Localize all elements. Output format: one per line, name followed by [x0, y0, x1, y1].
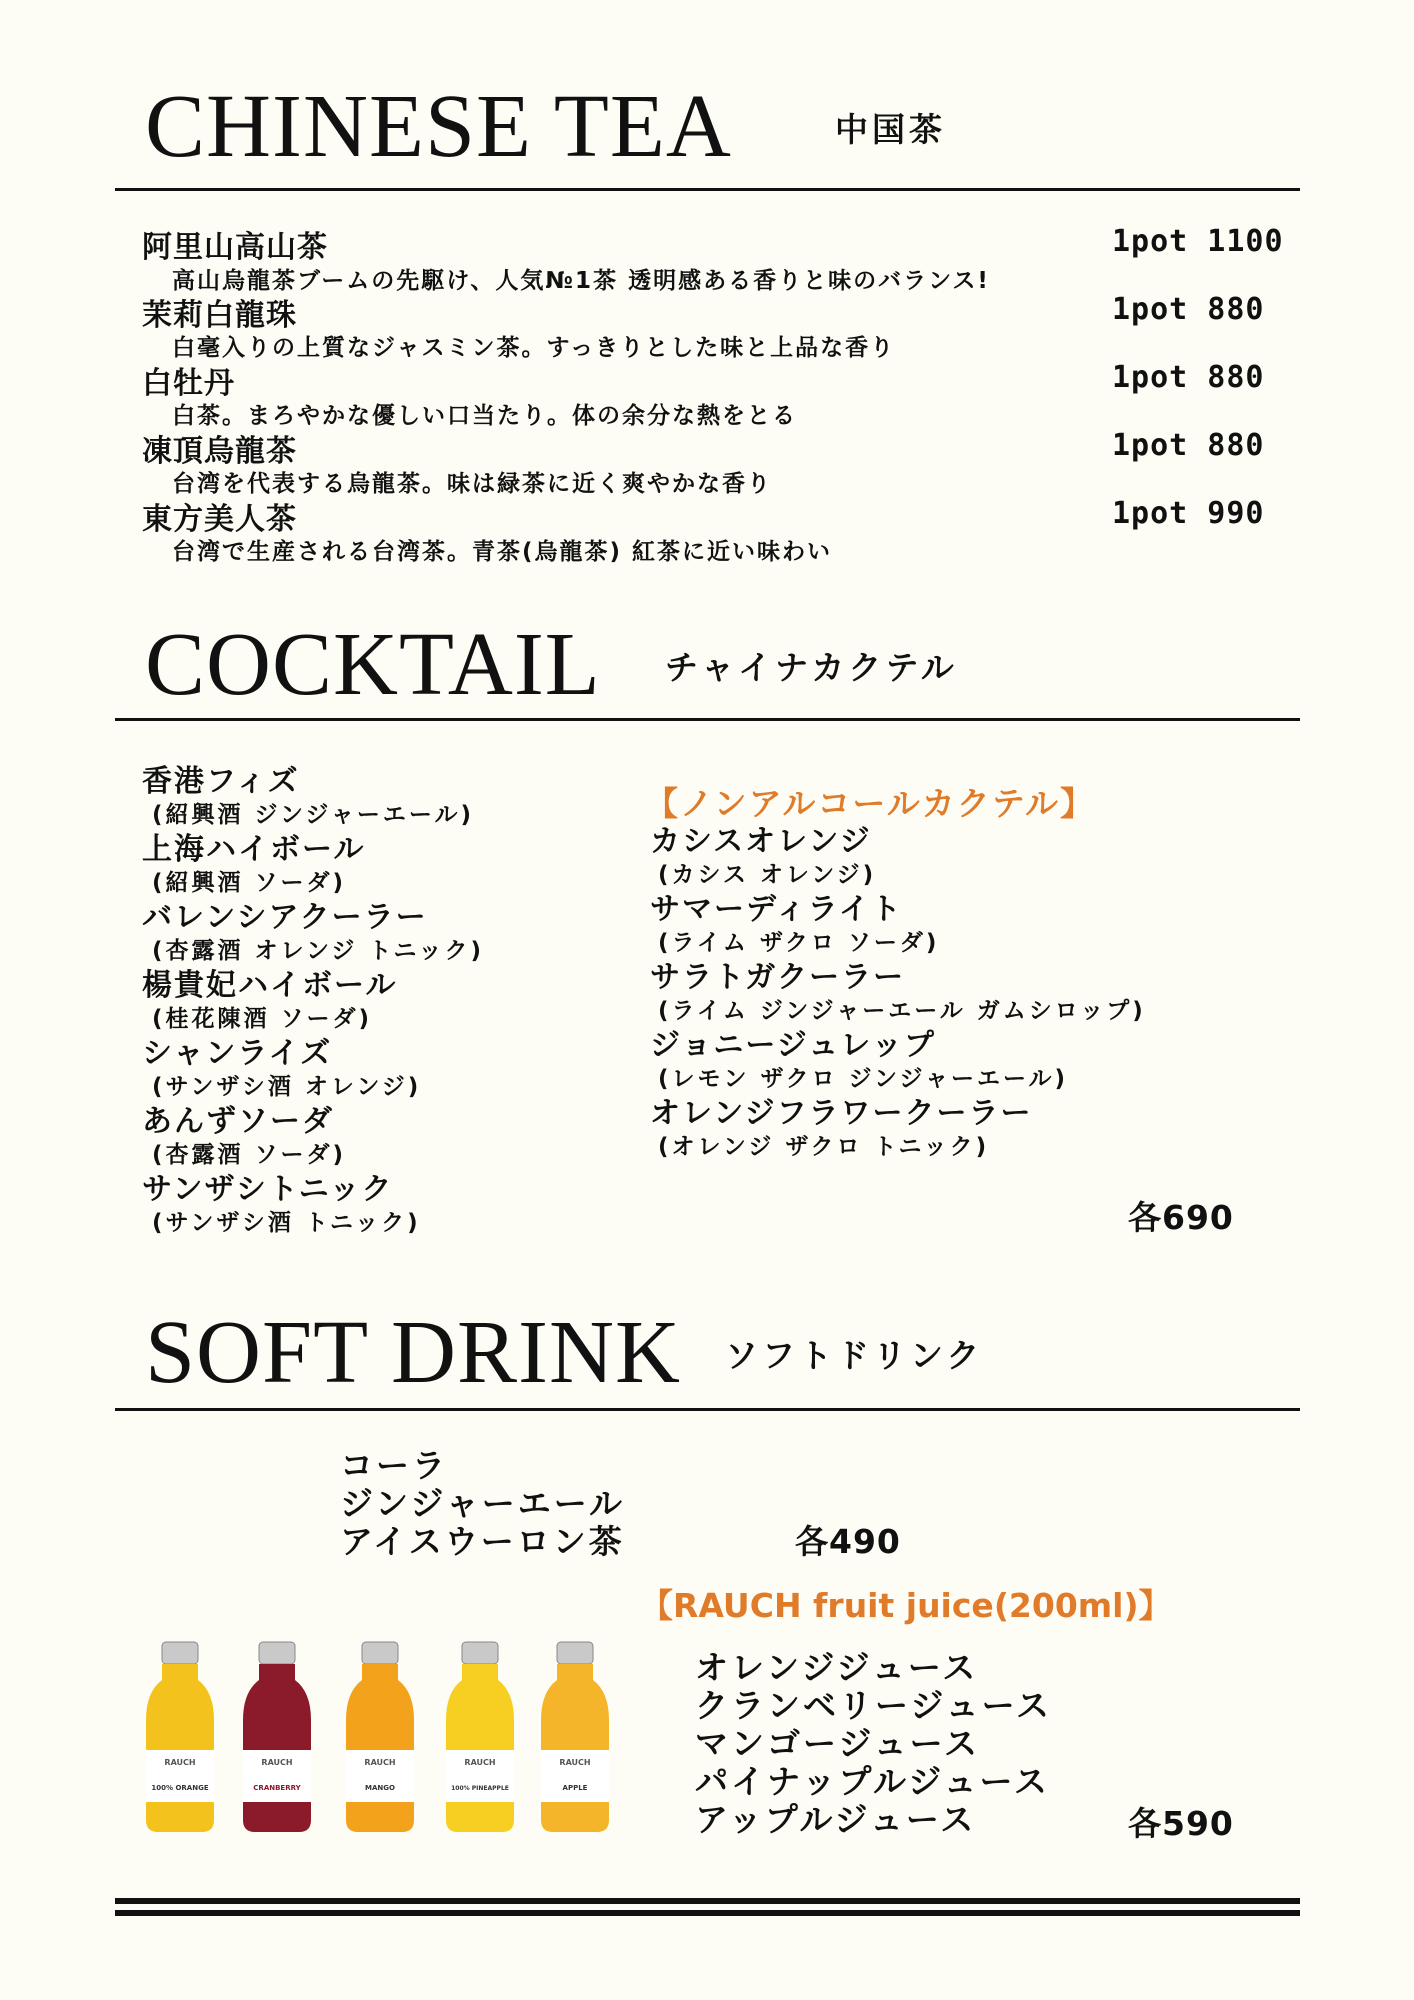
cocktail-divider	[115, 718, 1300, 721]
cocktail-ingredients: (サンザシ酒 トニック)	[152, 1210, 421, 1236]
tea-desc: 台湾で生産される台湾茶。青茶(烏龍茶) 紅茶に近い味わい	[172, 539, 833, 565]
tea-price: 1pot 880	[1112, 360, 1265, 395]
juice-item: パイナップルジュース	[695, 1762, 1050, 1801]
tea-name: 茉莉白龍珠	[142, 298, 297, 333]
tea-desc: 白茶。まろやかな優しい口当たり。体の余分な熱をとる	[172, 403, 797, 429]
cocktail-ingredients: (杏露酒 オレンジ トニック)	[152, 938, 485, 964]
soft-item: コーラ	[340, 1446, 448, 1485]
footer-rule-top	[115, 1898, 1300, 1904]
bottle-brand: RAUCH	[364, 1758, 396, 1767]
tea-price: 1pot 990	[1112, 496, 1265, 531]
cocktail-ingredients: (紹興酒 ジンジャーエール)	[152, 802, 474, 828]
tea-price: 1pot 880	[1112, 428, 1265, 463]
cocktail-name: バレンシアクーラー	[142, 900, 428, 935]
cocktail-name: サンザシトニック	[142, 1172, 394, 1207]
tea-price: 1pot 880	[1112, 292, 1265, 327]
juice-item: クランベリージュース	[695, 1686, 1053, 1725]
cocktail-name: あんずソーダ	[142, 1104, 334, 1139]
bottle-label: MANGO	[365, 1784, 395, 1792]
apple-bottle-icon	[535, 1640, 615, 1839]
tea-name: 東方美人茶	[142, 502, 297, 537]
juice-price: 各590	[1128, 1804, 1234, 1843]
bottle-brand: RAUCH	[261, 1758, 293, 1767]
bottle-brand: RAUCH	[164, 1758, 196, 1767]
tea-desc: 高山烏龍茶ブームの先駆け、人気№1茶 透明感ある香りと味のバランス!	[172, 268, 990, 294]
cocktail-price: 各690	[1128, 1198, 1234, 1237]
cocktail-ingredients: (レモン ザクロ ジンジャーエール)	[658, 1066, 1069, 1092]
cocktail-name: ジョニージュレップ	[650, 1028, 936, 1063]
cocktail-ingredients: (紹興酒 ソーダ)	[152, 870, 347, 896]
tea-name: 凍頂烏龍茶	[142, 434, 297, 469]
juice-item: マンゴージュース	[695, 1724, 981, 1763]
bottle-brand: RAUCH	[464, 1758, 496, 1767]
bottle-label: APPLE	[562, 1784, 588, 1792]
cranberry-bottle-icon	[237, 1640, 317, 1839]
cocktail-name: 上海ハイボール	[142, 832, 366, 867]
soft-item: ジンジャーエール	[340, 1484, 626, 1523]
tea-desc: 台湾を代表する烏龍茶。味は緑茶に近く爽やかな香り	[172, 471, 772, 497]
orange-bottle-icon	[140, 1640, 220, 1839]
cocktail-name: シャンライズ	[142, 1036, 333, 1071]
tea-name: 阿里山高山茶	[142, 230, 328, 265]
soft-item: アイスウーロン茶	[340, 1522, 625, 1561]
tea-title-en: CHINESE TEA	[145, 77, 732, 176]
cocktail-ingredients: (桂花陳酒 ソーダ)	[152, 1006, 373, 1032]
cocktail-title-jp: チャイナカクテル	[665, 648, 958, 687]
cocktail-title-en: COCKTAIL	[145, 615, 601, 714]
bottle-label: 100% PINEAPPLE	[451, 1785, 509, 1792]
bottle-label: CRANBERRY	[253, 1784, 301, 1792]
cocktail-name: 楊貴妃ハイボール	[142, 968, 398, 1003]
tea-name: 白牡丹	[142, 366, 235, 401]
bottle-label: 100% ORANGE	[151, 1784, 209, 1792]
tea-divider	[115, 188, 1300, 191]
soft-title-jp: ソフトドリンク	[725, 1336, 984, 1375]
cocktail-ingredients: (杏露酒 ソーダ)	[152, 1142, 347, 1168]
juice-heading: 【RAUCH fruit juice(200ml)】	[640, 1586, 1172, 1625]
tea-desc: 白毫入りの上質なジャスミン茶。すっきりとした味と上品な香り	[172, 335, 896, 361]
cocktail-ingredients: (サンザシ酒 オレンジ)	[152, 1074, 422, 1100]
cocktail-ingredients: (ライム ザクロ ソーダ)	[658, 930, 940, 956]
cocktail-ingredients: (ライム ジンジャーエール ガムシロップ)	[658, 998, 1146, 1024]
footer-rule-bottom	[115, 1910, 1300, 1916]
soft-title-en: SOFT DRINK	[145, 1303, 681, 1402]
cocktail-name: サマーディライト	[650, 892, 903, 927]
bottle-brand: RAUCH	[559, 1758, 591, 1767]
nonalcohol-heading: 【ノンアルコールカクテル】	[645, 784, 1096, 823]
tea-title-jp: 中国茶	[835, 110, 946, 149]
cocktail-ingredients: (オレンジ ザクロ トニック)	[658, 1134, 990, 1160]
cocktail-name: カシスオレンジ	[650, 824, 872, 859]
juice-item: オレンジジュース	[695, 1648, 979, 1687]
soft-divider	[115, 1408, 1300, 1411]
pineapple-bottle-icon	[440, 1640, 520, 1839]
mango-bottle-icon	[340, 1640, 420, 1839]
cocktail-name: 香港フィズ	[142, 764, 300, 799]
cocktail-name: サラトガクーラー	[650, 960, 906, 995]
juice-item: アップルジュース	[695, 1800, 977, 1839]
soft-price: 各490	[795, 1522, 901, 1561]
cocktail-ingredients: (カシス オレンジ)	[658, 862, 877, 888]
tea-price: 1pot 1100	[1112, 224, 1284, 259]
cocktail-name: オレンジフラワークーラー	[650, 1096, 1033, 1131]
